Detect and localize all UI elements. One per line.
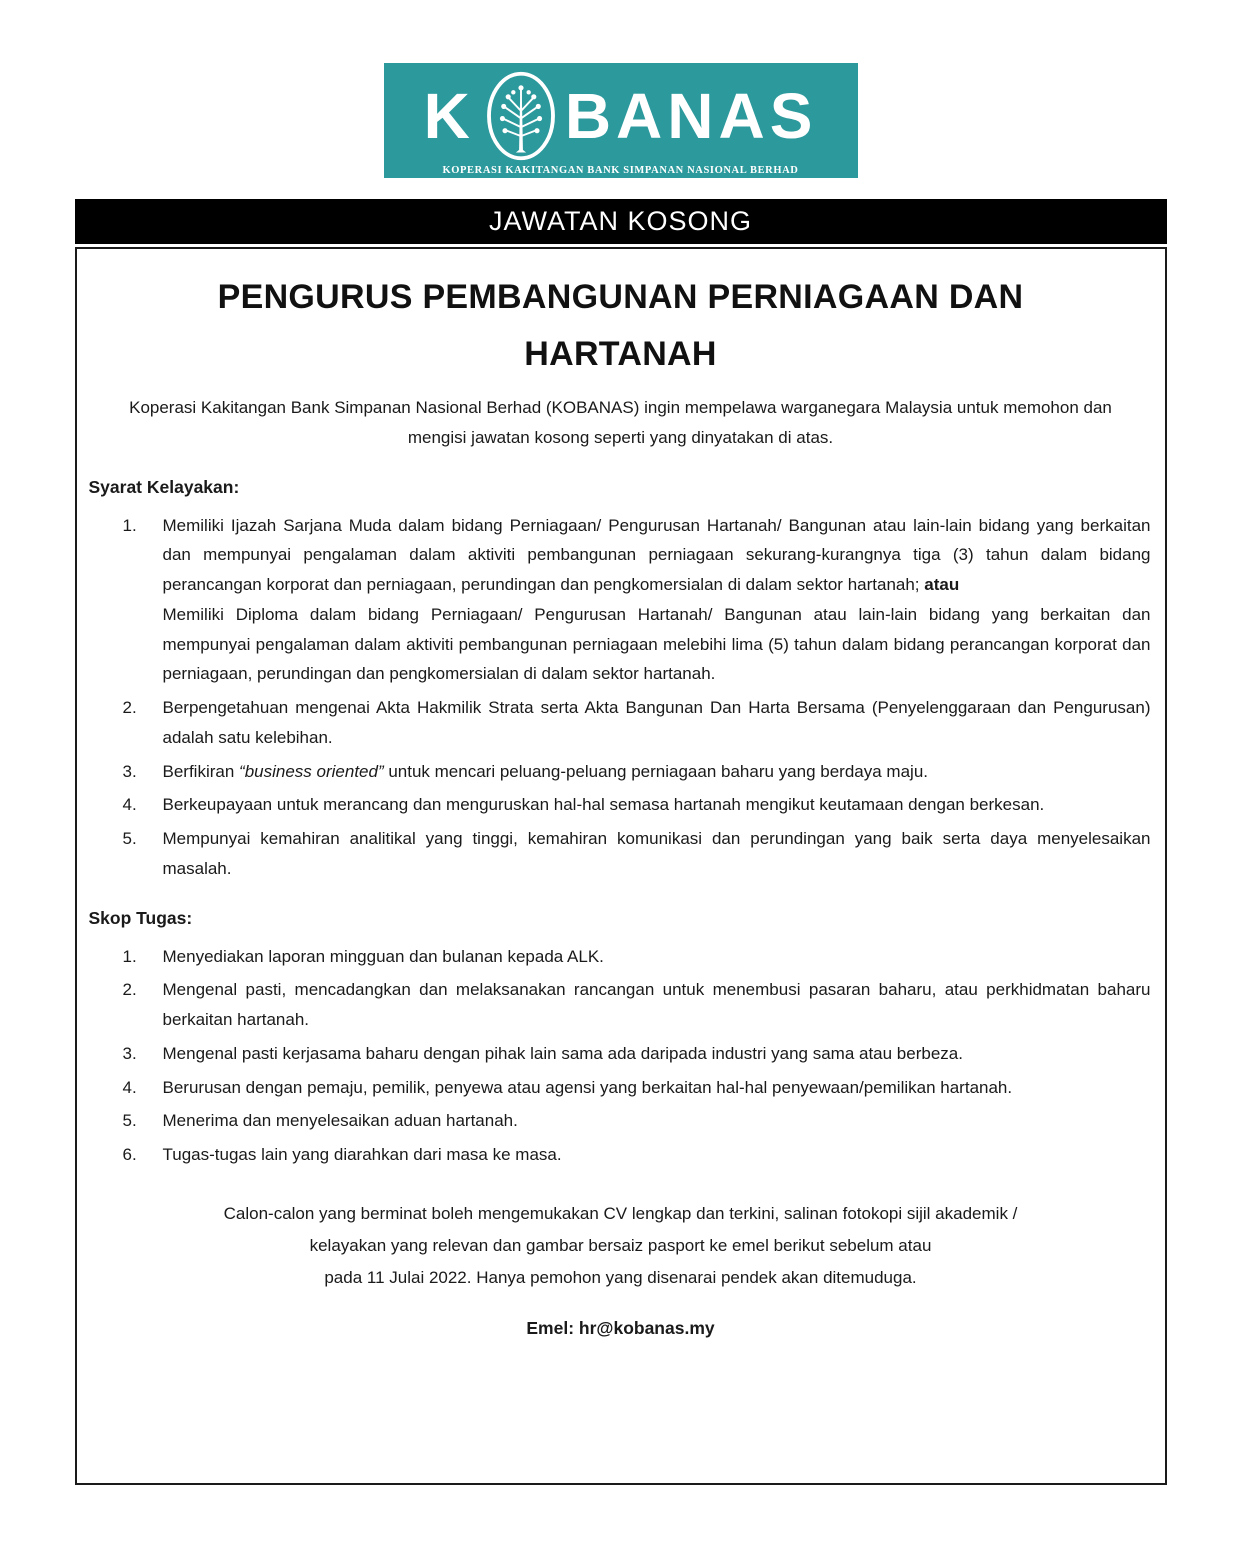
section-heading-syarat: Syarat Kelayakan: [88,476,240,497]
section-heading-skop: Skop Tugas: [88,907,193,928]
contact-email: Emel: hr@kobanas.my [526,1317,715,1338]
job-title-line2: HARTANAH [524,335,717,374]
list-item [89,1106,1153,1136]
vacancy-banner-title: JAWATAN KOSONG [488,206,752,236]
list-item-text: Mempunyai kemahiran analitikal yang tinggi, kemahiran komunikasi dan perundingan yang baik serta daya menyelesaikan masalah. [162,829,1151,878]
list-item [89,511,1153,690]
list-item-text: Berkeupayaan untuk merancang dan menguruskan hal-hal semasa hartanah mengikut keutamaan dengan berkesan. [162,795,1045,815]
list-item-text: Berpengetahuan mengenai Akta Hakmilik Strata serta Akta Bangunan Dan Harta Bersama (Penyelenggaraan dan Pengurusan) adalah satu kelebihan. [162,698,1151,747]
list-item-text: Tugas-tugas lain yang diarahkan dari masa ke masa. [162,1145,562,1165]
list-number: 6. [122,1145,137,1165]
list-number: 2. [122,980,137,1000]
list-item-text: Menerima dan menyelesaikan aduan hartanah. [162,1111,518,1131]
list-item-text: Mengenal pasti, mencadangkan dan melaksanakan rancangan untuk menembusi pasaran baharu, atau perkhidmatan baharu berkaitan hartanah. [162,980,1151,1030]
list-item-text: Berfikiran “business oriented” untuk mencari peluang-peluang perniagaan baharu yang berdaya maju. [162,761,928,781]
list-item [89,942,1153,972]
closing-line3: pada 11 Julai 2022. Hanya pemohon yang disenarai pendek akan ditemuduga. [324,1267,917,1287]
bold-atau: atau [924,575,960,595]
kobanas-logo-banner [384,63,858,178]
logo-letter-k: K [423,79,475,152]
list-item [89,975,1153,1035]
syarat-item1-para2: Memiliki Diploma dalam bidang Perniagaan/ Pengurusan Hartanah/ Bangunan atau lain-lain bidang yang berkaitan dan mempunyai pengalaman dalam aktiviti pembangunan perniagaan melebihi lima (5) tahun dalam bidang perancangan korporat dan perniagaan, perundingan dan pengkomersialan di dalam sektor hartanah. [162,604,1151,684]
job-title [89,269,1153,383]
list-item [89,693,1153,753]
list-item-text: Berurusan dengan pemaju, pemilik, penyewa atau agensi yang berkaitan hal-hal penyewaan/pemilikan hartanah. [162,1077,1013,1097]
list-number: 4. [122,795,137,815]
bsn-tree-icon [479,68,563,164]
list-number: 1. [122,946,137,966]
syarat-list [89,511,1153,884]
list-item [89,1140,1153,1170]
job-title-line1: PENGURUS PEMBANGUNAN PERNIAGAAN DAN [217,278,1024,316]
kobanas-wordmark [424,68,818,164]
list-number: 3. [122,1043,137,1063]
closing-line2: kelayakan yang relevan dan gambar bersaiz pasport ke emel berikut sebelum atau [309,1235,932,1255]
vacancy-banner [75,199,1167,244]
list-item [89,1073,1153,1103]
list-item [89,790,1153,820]
italic-business-oriented: “business oriented” [239,761,384,781]
syarat-item1-para1: Memiliki Ijazah Sarjana Muda dalam bidang Perniagaan/ Pengurusan Hartanah/ Bangunan atau lain-lain bidang yang berkaitan dan mempunyai pengalaman dalam aktiviti pembangunan perniagaan sekurang-kurangnya tiga (3) tahun dalam bidang perancangan korporat dan perniagaan, perundingan dan pengkomersialan di dalam sektor hartanah; atau [162,515,1151,595]
logo-subtitle: KOPERASI KAKITANGAN BANK SIMPANAN NASIONAL BERHAD [442,164,799,176]
list-item [89,824,1153,884]
content-box [75,247,1167,1485]
list-item-text [163,511,1153,690]
skop-list [89,942,1153,1170]
logo-letters-banas: BANAS [564,79,818,152]
closing-paragraph [121,1198,1121,1294]
list-number: 1. [122,515,137,535]
list-item [89,1039,1153,1069]
list-number: 2. [122,698,137,718]
list-number: 5. [122,1111,137,1131]
list-item-text: Menyediakan laporan mingguan dan bulanan kepada ALK. [162,946,604,966]
list-number: 5. [122,829,137,849]
list-item [89,757,1153,787]
list-number: 3. [122,761,137,781]
list-number: 4. [122,1077,137,1097]
closing-line1: Calon-calon yang berminat boleh mengemukakan CV lengkap dan terkini, salinan fotokopi sijil akademik / [223,1203,1018,1223]
list-item-text: Mengenal pasti kerjasama baharu dengan pihak lain sama ada daripada industri yang sama atau berbeza. [162,1043,963,1063]
intro-paragraph: Koperasi Kakitangan Bank Simpanan Nasional Berhad (KOBANAS) ingin mempelawa warganegara Malaysia untuk memohon dan mengisi jawatan kosong seperti yang dinyatakan di atas. [129,398,1112,447]
